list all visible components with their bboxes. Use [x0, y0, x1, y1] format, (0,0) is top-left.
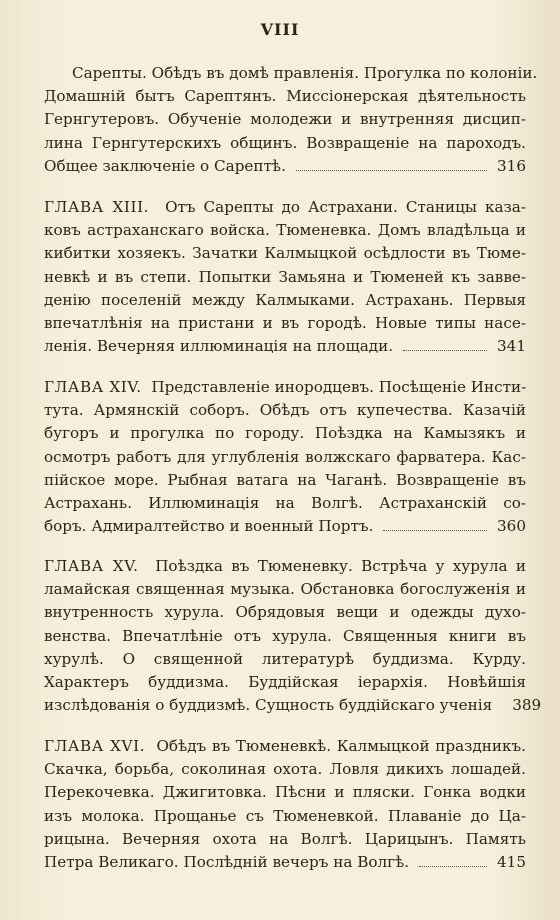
entry-line — [44, 196, 526, 219]
entry-line — [44, 781, 526, 804]
entry-line — [44, 132, 526, 155]
page-folio: VIII — [260, 20, 300, 39]
entry-line — [44, 625, 526, 648]
entry-line-text: тута. Армянскій соборъ. Обѣдъ отъ купечества. Казачій — [44, 401, 526, 420]
entry-last-text: ленія. Вечерняя иллюминація на площади. — [44, 337, 394, 356]
toc-entry — [44, 376, 526, 538]
entry-line — [44, 399, 526, 422]
entry-line-text: Астрахань. Иллюминація на Волгѣ. Астраханскій со- — [44, 493, 526, 512]
entry-line-text: ковъ астраханскаго войска. Тюменевка. Домъ владѣльца и — [44, 221, 526, 240]
entry-line-text: Перекочевка. Джигитовка. Пѣсни и пляски. Гонка водки — [44, 783, 526, 802]
entry-line — [44, 555, 526, 578]
page-number: 360 — [497, 517, 526, 536]
dot-leader — [403, 349, 487, 351]
toc-entry — [44, 735, 526, 874]
entry-line-text — [44, 555, 526, 578]
entry-line-text: осмотръ работъ для углубленія волжскаго фарватера. Кас- — [44, 447, 526, 466]
entry-line — [44, 312, 526, 335]
entry-last-line — [44, 335, 526, 358]
entry-line-text: впечатлѣнія на пристани и въ городѣ. Новые типы насе- — [44, 313, 526, 332]
entry-line-text — [44, 196, 526, 219]
entry-line-text: кибитки хозяекъ. Зачатки Калмыцкой осѣдлости въ Тюме- — [44, 244, 526, 263]
chapter-label: ГЛАВА XVI. — [44, 737, 146, 755]
chapter-label: ГЛАВА XV. — [44, 557, 139, 575]
entry-line — [44, 108, 526, 131]
entry-line — [44, 422, 526, 445]
toc-entry — [44, 555, 542, 717]
entry-line — [44, 85, 526, 108]
entry-line-text: ламайская священная музыка. Обстановка богослуженія и — [44, 580, 526, 599]
entry-line-text — [44, 735, 526, 758]
chapter-label: ГЛАВА XIV. — [44, 378, 142, 396]
entry-line — [44, 578, 526, 601]
page-number: 389 — [512, 696, 542, 715]
entry-line — [44, 492, 526, 515]
entry-line — [44, 376, 526, 399]
chapter-label: ГЛАВА XIII. — [44, 198, 150, 216]
entry-line-text: бугоръ и прогулка по городу. Поѣздка на Камызякъ и — [44, 424, 526, 443]
entry-first-text: Поѣздка въ Тюменевку. Встрѣча у хурула и — [155, 557, 527, 575]
entry-last-text: изслѣдованія о буддизмѣ. Сущность буддійскаго ученія — [44, 696, 493, 715]
dot-leader — [383, 529, 487, 531]
entry-line-text: венства. Впечатлѣніе отъ хурула. Священныя книги въ — [44, 626, 526, 645]
dot-leader — [296, 169, 487, 171]
entry-first-text: Отъ Сарепты до Астрахани. Станицы каза- — [165, 198, 526, 216]
toc-entry — [44, 196, 526, 358]
entry-first-text: Обѣдъ въ Тюменевкѣ. Калмыцкой праздникъ. — [156, 737, 526, 755]
entry-line — [44, 601, 526, 624]
entry-line — [44, 266, 526, 289]
entry-line-text: невкѣ и въ степи. Попытки Замьяна и Тюменей къ завве- — [44, 267, 526, 286]
entry-line-text: изъ молока. Прощанье съ Тюменевкой. Плаваніе до Ца- — [44, 806, 526, 825]
entry-line-text: хурулѣ. О священной литературѣ буддизма. Курду. — [44, 649, 526, 668]
entry-line — [44, 219, 526, 242]
entry-line — [44, 446, 526, 469]
dot-leader — [419, 865, 487, 867]
entry-line — [44, 648, 526, 671]
toc-entry — [44, 62, 538, 178]
entry-line — [44, 828, 526, 851]
entry-last-line — [44, 515, 526, 538]
page-number: 415 — [497, 852, 526, 871]
entry-line — [44, 735, 526, 758]
entry-line-text: рицына. Вечерняя охота на Волгѣ. Царицынъ. Память — [44, 829, 526, 848]
entry-line-text: денію поселеній между Калмыками. Астрахань. Первыя — [44, 290, 526, 309]
page-number: 341 — [497, 337, 526, 356]
entry-line — [44, 805, 526, 828]
entry-line-text — [44, 376, 526, 399]
page-number: 316 — [497, 156, 526, 175]
entry-last-line — [44, 155, 526, 178]
entry-line-text: Сарепты. Обѣдъ въ домѣ правленія. Прогулка по колоніи. — [72, 64, 538, 82]
entry-line — [44, 671, 526, 694]
entry-line-text: Гернгутеровъ. Обученіе молодежи и внутренняя дисцип- — [44, 110, 526, 129]
entry-line — [44, 242, 526, 265]
entry-line — [44, 289, 526, 312]
entry-line — [44, 62, 538, 85]
entry-line — [44, 469, 526, 492]
entry-last-text: Общее заключеніе о Сарептѣ. — [44, 156, 286, 175]
entry-line-text: Домашній бытъ Сарептянъ. Миссіонерская дѣятельность — [44, 87, 526, 106]
entry-line — [44, 758, 526, 781]
entry-line-text: лина Гернгутерскихъ общинъ. Возвращеніе на пароходъ. — [44, 133, 526, 152]
entry-first-text: Представленіе инородцевъ. Посѣщеніе Инсти- — [151, 378, 527, 396]
entry-line-text: Скачка, борьба, соколиная охота. Ловля дикихъ лошадей. — [44, 760, 526, 779]
entry-line-text: внутренность хурула. Обрядовыя вещи и одежды духо- — [44, 603, 526, 622]
entry-line-text: Характеръ буддизма. Буддійская іерархія. Новѣйшія — [44, 672, 526, 691]
entry-last-text: боръ. Адмиралтейство и военный Портъ. — [44, 517, 374, 536]
entry-last-line — [44, 851, 526, 874]
entry-last-line — [44, 694, 542, 717]
entry-line-text: пійское море. Рыбная ватага на Чаганѣ. Возвращеніе въ — [44, 470, 526, 489]
entry-last-text: Петра Великаго. Послѣдній вечеръ на Волгѣ. — [44, 852, 410, 871]
